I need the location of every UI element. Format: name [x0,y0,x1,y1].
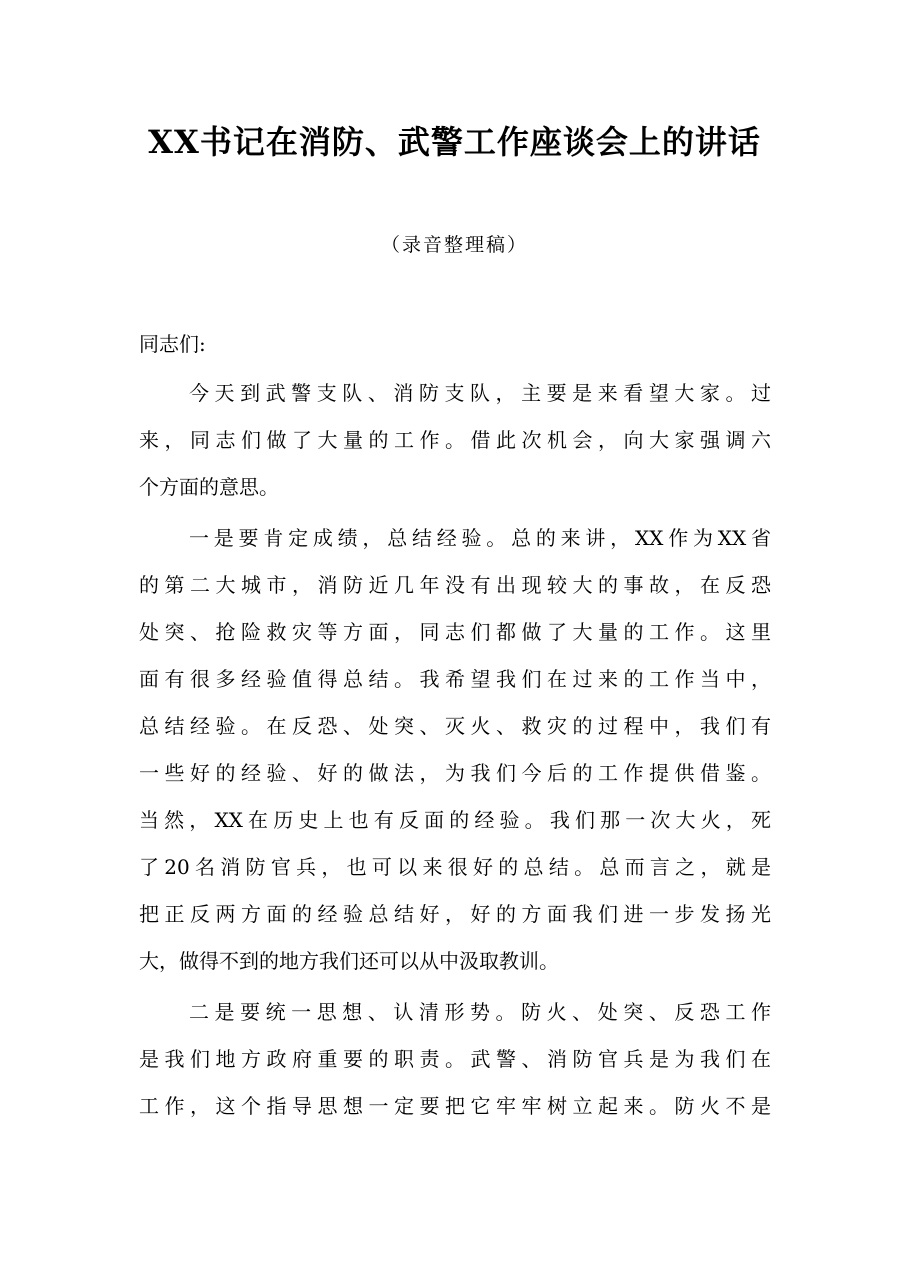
paragraph-line: 了20名消防官兵，也可以来很好的总结。总而言之，就是 [139,855,771,879]
paragraph-line: 把正反两方面的经验总结好，好的方面我们进一步发扬光 [139,902,771,926]
paragraph-intro [139,370,771,511]
paragraph-line: 是我们地方政府重要的职责。武警、消防官兵是为我们在 [139,1047,771,1071]
paragraph-line: 一些好的经验、好的做法，为我们今后的工作提供借鉴。 [139,761,771,785]
paragraph-line: 大，做得不到的地方我们还可以从中汲取教训。 [139,949,559,973]
paragraph-line: 个方面的意思。 [139,475,279,499]
document-title: XX书记在消防、武警工作座谈会上的讲话 [148,123,761,161]
paragraph-line: 面有很多经验值得总结。我希望我们在过来的工作当中， [139,667,771,691]
paragraph-point-one [139,515,771,985]
paragraph-line: 二是要统一思想、认清形势。防火、处突、反恐工作 [189,1000,771,1024]
salutation: 同志们: [139,332,206,356]
paragraph-line: 当然，XX在历史上也有反面的经验。我们那一次大火，死 [139,808,771,832]
paragraph-line: 处突、抢险救灾等方面，同志们都做了大量的工作。这里 [139,620,771,644]
document-subtitle: （录音整理稿） [380,234,528,256]
document-body [139,322,771,1130]
paragraph-line: 一是要肯定成绩，总结经验。总的来讲，XX作为XX省 [189,526,771,550]
paragraph-line: 今天到武警支队、消防支队，主要是来看望大家。过 [189,381,771,405]
paragraph-point-two [139,989,771,1130]
paragraph-line: 总结经验。在反恐、处突、灭火、救灾的过程中，我们有 [139,714,771,738]
paragraph-line: 来，同志们做了大量的工作。借此次机会，向大家强调六 [139,428,771,452]
paragraph-line: 工作，这个指导思想一定要把它牢牢树立起来。防火不是 [139,1094,771,1118]
paragraph-line: 的第二大城市，消防近几年没有出现较大的事故，在反恐 [139,573,771,597]
